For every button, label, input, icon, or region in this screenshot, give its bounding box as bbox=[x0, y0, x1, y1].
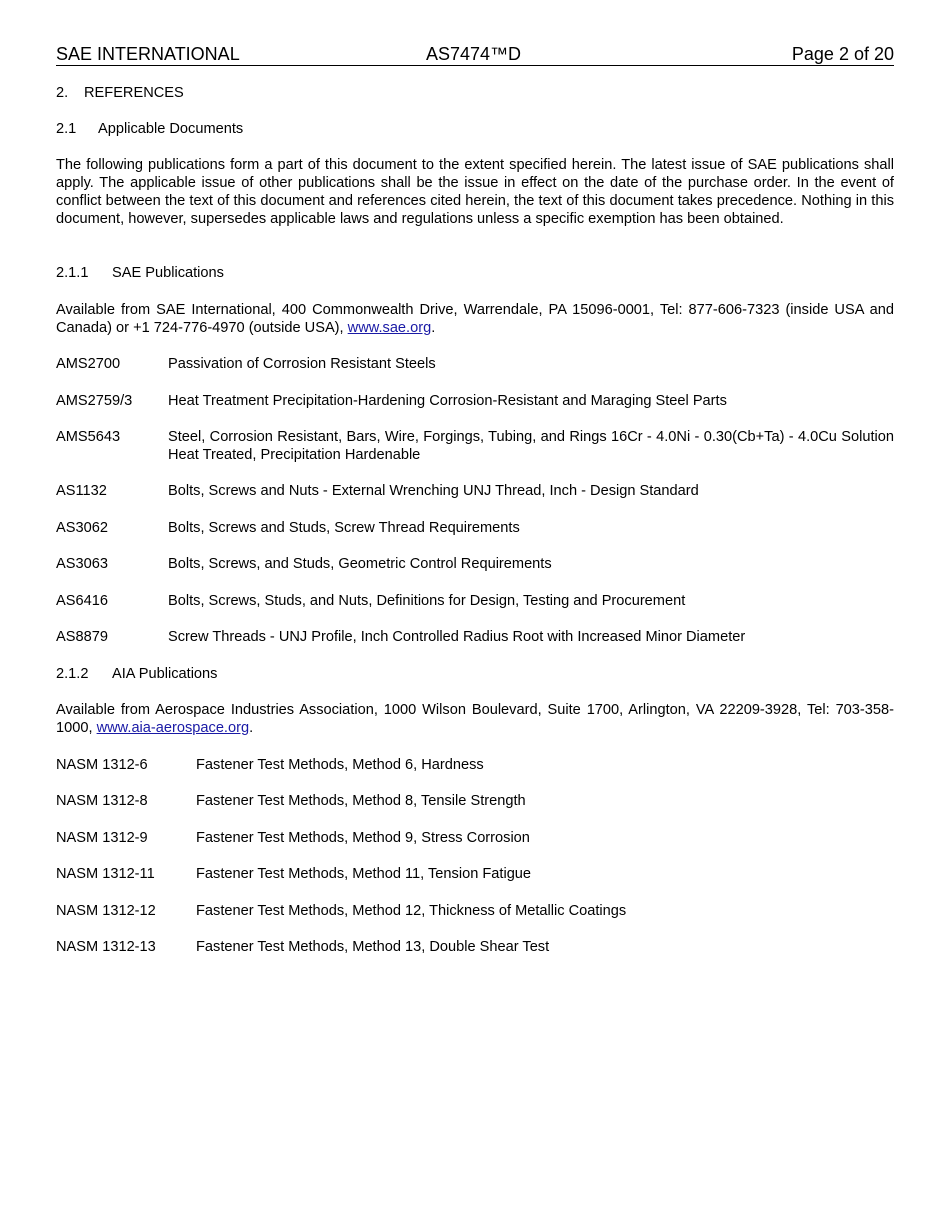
reference-title: Bolts, Screws and Studs, Screw Thread Requirements bbox=[168, 520, 520, 536]
reference-code: AMS5643 bbox=[56, 429, 121, 445]
reference-code: NASM 1312-13 bbox=[56, 939, 156, 955]
section-title: Applicable Documents bbox=[98, 121, 244, 137]
section-number: 2.1.2 bbox=[56, 666, 89, 682]
reference-title: Fastener Test Methods, Method 13, Double Shear Test bbox=[196, 939, 550, 955]
section-number: 2. bbox=[56, 85, 69, 101]
reference-title: Heat Treatment Precipitation-Hardening Corrosion-Resistant and Maraging Steel Parts bbox=[168, 393, 727, 409]
applicable-documents-paragraph: The following publications form a part of this document to the extent specified herein. The latest issue of SAE publications shall apply. The applicable issue of other publications shall be the issue in effect on the date of the purchase order. In the event of conflict between the text of this document and references cited herein, the text of this document takes precedence. Nothing in this document, however, supersedes applicable laws and regulations unless a specific exemption has been obtained. bbox=[56, 157, 894, 227]
aia-availability-paragraph bbox=[56, 701, 894, 737]
header-page-number: Page 2 of 20 bbox=[791, 44, 894, 64]
section-title: REFERENCES bbox=[84, 85, 184, 101]
sae-trailing-period: . bbox=[431, 320, 436, 336]
reference-title: Fastener Test Methods, Method 11, Tension Fatigue bbox=[196, 866, 532, 882]
reference-code: AS1132 bbox=[56, 483, 107, 499]
aia-availability-text: Available from Aerospace Industries Association, 1000 Wilson Boulevard, Suite 1700, Arlington, VA 22209-3928, Tel: 703-358-1000, bbox=[56, 702, 894, 736]
reference-title: Fastener Test Methods, Method 12, Thickness of Metallic Coatings bbox=[196, 903, 627, 919]
section-number: 2.1.1 bbox=[56, 265, 89, 281]
reference-code: AS6416 bbox=[56, 593, 108, 609]
section-2-1-heading bbox=[56, 120, 243, 138]
reference-title: Bolts, Screws, and Studs, Geometric Control Requirements bbox=[168, 556, 552, 572]
sae-website-link[interactable]: www.sae.org bbox=[347, 320, 432, 336]
reference-code: NASM 1312-6 bbox=[56, 757, 148, 773]
reference-code: NASM 1312-12 bbox=[56, 903, 156, 919]
reference-title: Passivation of Corrosion Resistant Steels bbox=[168, 356, 436, 372]
reference-code: NASM 1312-11 bbox=[56, 866, 155, 882]
reference-title: Bolts, Screws, Studs, and Nuts, Definitions for Design, Testing and Procurement bbox=[168, 593, 686, 609]
aia-website-link[interactable]: www.aia-aerospace.org bbox=[96, 720, 250, 736]
section-2-heading bbox=[56, 84, 184, 102]
aia-trailing-period: . bbox=[249, 720, 254, 736]
reference-title: Bolts, Screws and Nuts - External Wrenching UNJ Thread, Inch - Design Standard bbox=[168, 483, 699, 499]
reference-code: AS3063 bbox=[56, 556, 108, 572]
section-2-1-1-heading bbox=[56, 264, 224, 282]
reference-title: Steel, Corrosion Resistant, Bars, Wire, Forgings, Tubing, and Rings 16Cr - 4.0Ni - 0.30(Cb+Ta) - 4.0Cu Solution Heat Treated, Precipitation Hardenable bbox=[168, 429, 894, 463]
reference-title: Fastener Test Methods, Method 8, Tensile Strength bbox=[196, 793, 526, 809]
header-doc-number: AS7474™D bbox=[426, 44, 522, 64]
reference-code: NASM 1312-9 bbox=[56, 830, 148, 846]
reference-code: AS8879 bbox=[56, 629, 108, 645]
section-title: AIA Publications bbox=[112, 666, 218, 682]
reference-code: AMS2759/3 bbox=[56, 393, 133, 409]
page-header bbox=[56, 43, 894, 66]
reference-title: Screw Threads - UNJ Profile, Inch Controlled Radius Root with Increased Minor Diameter bbox=[168, 629, 746, 645]
header-org: SAE INTERNATIONAL bbox=[56, 44, 240, 64]
section-number: 2.1 bbox=[56, 121, 77, 137]
reference-code: AS3062 bbox=[56, 520, 108, 536]
reference-code: NASM 1312-8 bbox=[56, 793, 148, 809]
reference-title: Fastener Test Methods, Method 6, Hardness bbox=[196, 757, 484, 773]
section-2-1-2-heading bbox=[56, 665, 217, 683]
reference-title: Fastener Test Methods, Method 9, Stress Corrosion bbox=[196, 830, 530, 846]
sae-availability-text: Available from SAE International, 400 Commonwealth Drive, Warrendale, PA 15096-0001, Tel: 877-606-7323 (inside USA and Canada) or +1 724-776-4970 (outside USA), bbox=[56, 302, 894, 336]
reference-code: AMS2700 bbox=[56, 356, 121, 372]
sae-availability-paragraph bbox=[56, 301, 894, 337]
section-title: SAE Publications bbox=[112, 265, 224, 281]
